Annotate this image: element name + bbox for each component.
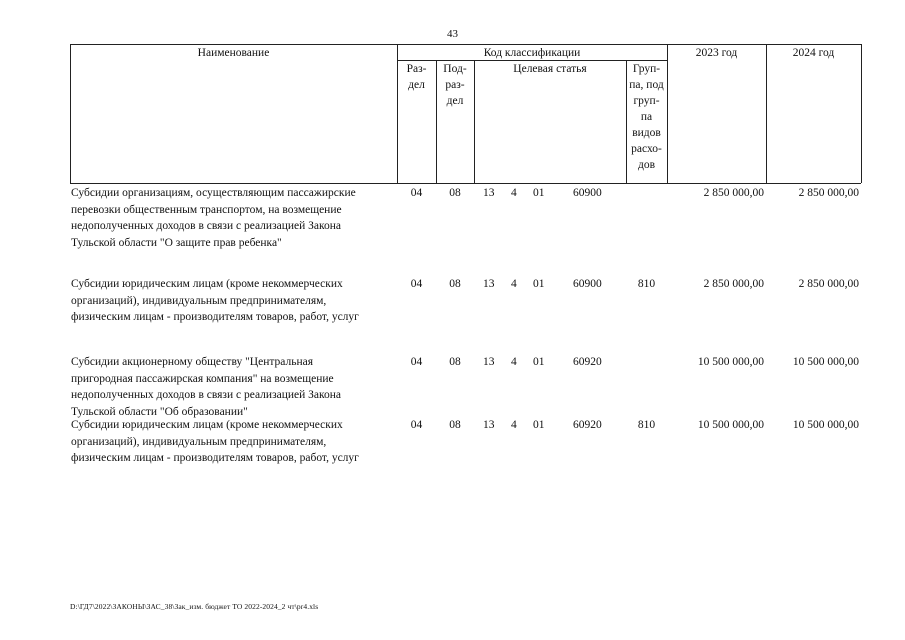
row-section: 04: [410, 356, 423, 368]
page-number: 43: [447, 28, 458, 40]
row-group: 810: [637, 278, 656, 290]
header-target-article: Целевая статья: [513, 63, 587, 75]
row-name: Субсидии юридическим лицам (кроме некоммерческих организаций), индивидуальным предпринимателям, физическим лицам - производителям товаров, работ, услуг: [71, 419, 359, 464]
row-amount-2023: 2 850 000,00: [703, 278, 764, 290]
row-amount-2024: 2 850 000,00: [798, 278, 859, 290]
row-target-program: 13: [483, 419, 495, 431]
header-group: Груп- па, под груп- па видов расхо- дов: [629, 63, 664, 171]
row-target-subprogram: 4: [511, 419, 517, 431]
row-name: Субсидии акционерному обществу "Центральная пригородная пассажирская компания" на возмещение недополученных доходов в связи с реализацией Закона Тульской области "Об образовании": [71, 356, 342, 418]
header-name: Наименование: [197, 47, 270, 59]
header-section: Раз- дел: [406, 63, 427, 91]
row-target-event: 01: [533, 356, 545, 368]
row-target-subprogram: 4: [511, 187, 517, 199]
row-target-direction: 60920: [573, 419, 602, 431]
row-target-direction: 60900: [573, 187, 602, 199]
header-code-classification: Код классификации: [483, 47, 581, 59]
row-target-direction: 60900: [573, 278, 602, 290]
header-2024: 2024 год: [792, 47, 835, 59]
row-target-event: 01: [533, 278, 545, 290]
row-target-event: 01: [533, 419, 545, 431]
row-name: Субсидии организациям, осуществляющим пассажирские перевозки общественным транспортом, на возмещение недополученных доходов в связи с реализацией Закона Тульской области "О защите прав ребенка": [71, 187, 356, 249]
header-2023: 2023 год: [695, 47, 738, 59]
row-target-direction: 60920: [573, 356, 602, 368]
row-target-event: 01: [533, 187, 545, 199]
row-target-program: 13: [483, 356, 495, 368]
row-subsection: 08: [449, 356, 461, 368]
row-name: Субсидии юридическим лицам (кроме некоммерческих организаций), индивидуальным предпринимателям, физическим лицам - производителям товаров, работ, услуг: [71, 278, 359, 323]
row-group: 810: [637, 419, 656, 431]
row-amount-2023: 2 850 000,00: [703, 187, 764, 199]
header-subsection: Под- раз- дел: [443, 63, 467, 107]
row-subsection: 08: [449, 187, 461, 199]
row-target-program: 13: [483, 278, 495, 290]
row-target-subprogram: 4: [511, 356, 517, 368]
row-amount-2024: 2 850 000,00: [798, 187, 859, 199]
row-section: 04: [410, 419, 423, 431]
row-target-program: 13: [483, 187, 495, 199]
row-subsection: 08: [449, 419, 461, 431]
row-subsection: 08: [449, 278, 461, 290]
footer-file-path: D:\ГД7\2022\ЗАКОНЫ\ЗАС_38\Зак_изм. бюджет ТО 2022-2024_2 чт\pr4.xls: [70, 602, 319, 611]
row-target-subprogram: 4: [511, 278, 517, 290]
row-amount-2023: 10 500 000,00: [697, 419, 764, 431]
row-amount-2024: 10 500 000,00: [792, 419, 859, 431]
row-amount-2024: 10 500 000,00: [792, 356, 859, 368]
row-amount-2023: 10 500 000,00: [697, 356, 764, 368]
row-section: 04: [410, 187, 423, 199]
row-section: 04: [410, 278, 423, 290]
